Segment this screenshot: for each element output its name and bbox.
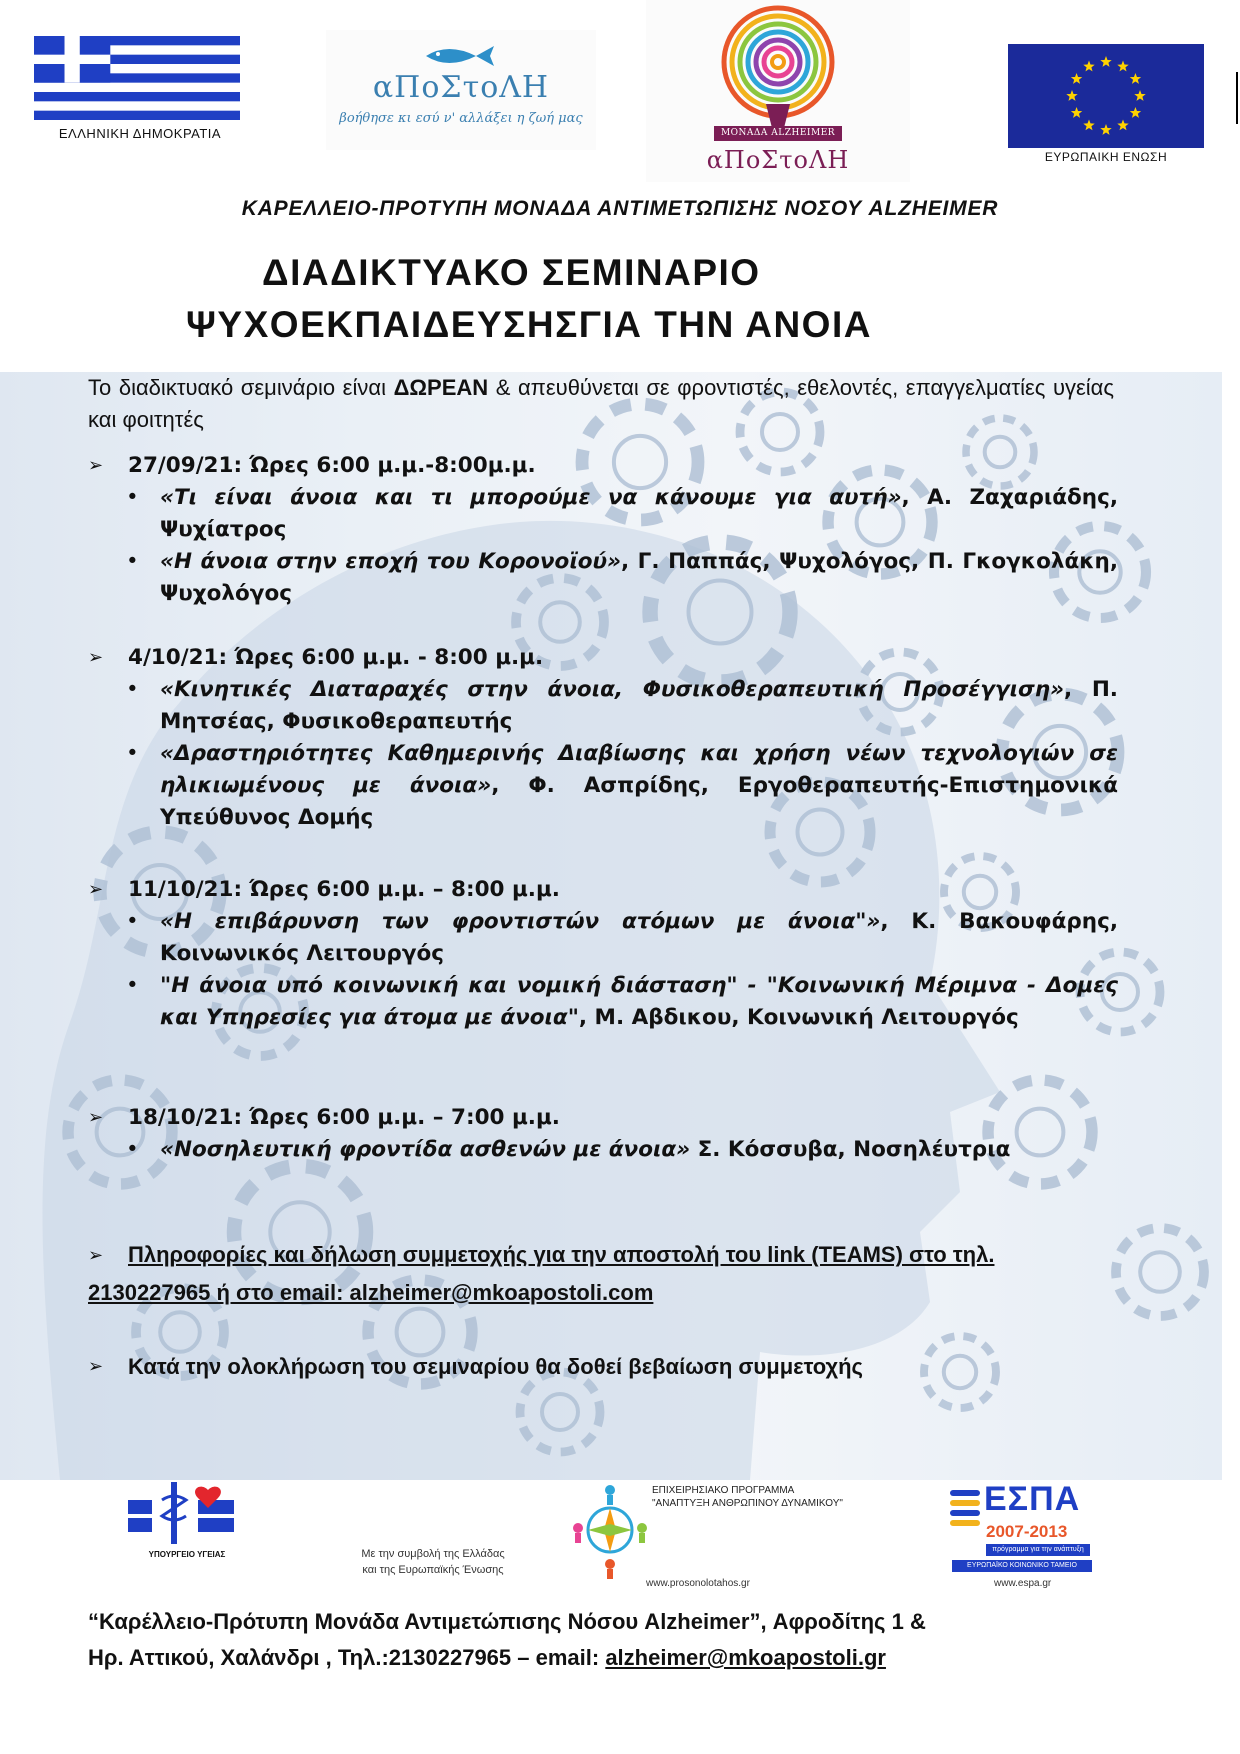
monada-alzheimer-logo xyxy=(646,0,910,182)
footer-contact: Ηρ. Αττικού, Χαλάνδρι , Τηλ.:2130227965 – email: xyxy=(88,1645,606,1670)
session-date xyxy=(88,450,1118,482)
program-line1: ΕΠΙΧΕΙΡΗΣΙΑΚΟ ΠΡΟΓΡΑΜΜΑ xyxy=(652,1485,795,1496)
edge-divider xyxy=(1236,72,1238,124)
seminar-title-line1: ΔΙΑΔΙΚΤΥΑΚΟ ΣΕΜΙΝΑΡΙΟ xyxy=(262,252,761,293)
monada-word: αΠοΣτοΛΗ xyxy=(706,146,850,174)
ministry-caption: ΥΠΟΥΡΓΕΙΟ ΥΓΕΙΑΣ xyxy=(148,1550,226,1559)
item-title: «Η άνοια στην εποχή του Κορονοϊού» xyxy=(160,549,621,574)
intro-free: ΔΩΡΕΑΝ xyxy=(393,375,489,400)
session-4 xyxy=(88,1102,1118,1166)
session-date-text: 27/09/21: Ώρες 6:00 μ.μ.-8:00μ.μ. xyxy=(128,453,536,478)
ministry-of-health-logo xyxy=(128,1482,246,1544)
espa-url: www.espa.gr xyxy=(994,1578,1052,1589)
apostoli-logo xyxy=(326,30,596,150)
contribution-line1: Με την συμβολή της Ελλάδας xyxy=(361,1548,505,1560)
arrow-bullet-icon: ➢ xyxy=(88,455,104,476)
espa-tagline: πρόγραμμα για την ανάπτυξη xyxy=(986,1544,1090,1556)
item-title: «Νοσηλευτική φροντίδα ασθενών με άνοια» xyxy=(160,1137,691,1162)
session-date xyxy=(88,1102,1118,1134)
session-item xyxy=(88,738,1118,834)
footer-address-line1: “Καρέλλειο-Πρότυπη Μονάδα Αντιμετώπισης Νόσου Alzheimer”, Αφροδίτης 1 & xyxy=(88,1609,926,1634)
intro-after: & απευθύνεται σε φροντιστές, εθελοντές, επαγγελματίες υγείας και φοιτητές xyxy=(88,375,1114,432)
session-item xyxy=(88,1134,1118,1166)
certificate-text: Κατά την ολοκλήρωση του σεμιναρίου θα δοθεί βεβαίωση συμμετοχής xyxy=(128,1354,863,1379)
session-2 xyxy=(88,642,1118,834)
organization-title: ΚΑΡΕΛΛΕΙΟ-ΠΡΟΤΥΠΗ ΜΟΝΑΔΑ ΑΝΤΙΜΕΤΩΠΙΣΗΣ ΝΟΣΟΥ ALZHEIMER xyxy=(241,197,999,220)
eu-flag xyxy=(1008,44,1204,148)
registration-line1 xyxy=(88,1236,1128,1274)
espa-title: ΕΣΠΑ xyxy=(984,1480,1081,1518)
registration-text: Πληροφορίες και δήλωση συμμετοχής για την αποστολή του link (TEAMS) στο τηλ. xyxy=(128,1242,995,1267)
operational-program xyxy=(652,1484,912,1510)
compass-figures-icon xyxy=(570,1478,650,1582)
contribution-line2: και της Ευρωπαϊκής Ένωσης xyxy=(362,1564,504,1576)
espa-waves-icon xyxy=(950,1484,980,1526)
session-item xyxy=(88,546,1118,610)
item-speaker: , Μ. Αβδικου, Κοινωνική Λειτουργός xyxy=(578,1005,1019,1030)
session-date xyxy=(88,642,1118,674)
session-item xyxy=(88,482,1118,546)
espa-logo xyxy=(950,1480,1094,1580)
footer-email-link[interactable]: alzheimer@mkoapostoli.gr xyxy=(605,1645,886,1670)
session-item xyxy=(88,674,1118,738)
arrow-bullet-icon: ➢ xyxy=(88,1107,104,1128)
session-date-text: 18/10/21: Ώρες 6:00 μ.μ. – 7:00 μ.μ. xyxy=(128,1105,560,1130)
fish-icon xyxy=(418,42,504,70)
item-speaker: , Κ. Βακουφάρης, Κοινωνικός Λειτουργός xyxy=(160,909,1118,966)
footer-address-line2 xyxy=(88,1640,1188,1676)
monada-band: ΜΟΝΑΔΑ ALZHEIMER xyxy=(714,126,842,141)
session-date-text: 11/10/21: Ώρες 6:00 μ.μ. – 8:00 μ.μ. xyxy=(128,877,560,902)
arrow-bullet-icon: ➢ xyxy=(88,647,104,668)
intro-before: Το διαδικτυακό σεμινάριο είναι xyxy=(88,375,394,400)
fingerprint-tree-icon xyxy=(710,4,846,128)
apostoli-slogan: βοήθησε κι εσύ ν' αλλάξει η ζωή μας xyxy=(339,111,583,126)
contribution-note xyxy=(308,1546,558,1578)
greek-flag xyxy=(34,36,240,120)
session-item xyxy=(88,906,1118,970)
session-1 xyxy=(88,450,1118,610)
item-title: «Δραστηριότητες Καθημερινής Διαβίωσης και χρήση νέων τεχνολογιών σε ηλικιωμένους με άνοια» xyxy=(160,741,1118,798)
item-speaker: , Γ. Παππάς, Ψυχολόγος, Π. Γκογκολάκη, Ψυχολόγος xyxy=(160,549,1118,606)
espa-years: 2007-2013 xyxy=(986,1522,1068,1541)
certificate-info xyxy=(88,1354,863,1380)
item-speaker: , Π. Μητσέας, Φυσικοθεραπευτής xyxy=(160,677,1118,734)
item-speaker: Σ. Κόσσυβα, Νοσηλέυτρια xyxy=(690,1137,1011,1162)
espa-fund: ΕΥΡΩΠΑΪΚΟ ΚΟΙΝΩΝΙΚΟ ΤΑΜΕΙΟ xyxy=(952,1560,1092,1572)
item-title: «Κινητικές Διαταραχές στην άνοια, Φυσικοθεραπευτική Προσέγγιση» xyxy=(160,677,1064,702)
session-3 xyxy=(88,874,1118,1034)
item-title: «Τι είναι άνοια και τι μπορούμε να κάνουμε για αυτή» xyxy=(160,485,902,510)
seminar-title-line2: ΨΥΧΟΕΚΠΑΙΔΕΥΣΗΣΓΙΑ ΤΗΝ ΑΝΟΙΑ xyxy=(186,304,872,345)
session-date-text: 4/10/21: Ώρες 6:00 μ.μ. - 8:00 μ.μ. xyxy=(128,645,544,670)
item-speaker: , Φ. Ασπρίδης, Εργοθεραπευτής-Επιστημονικά Υπεύθυνος Δομής xyxy=(160,773,1119,830)
registration-line2[interactable] xyxy=(88,1274,1128,1312)
item-speaker: , Α. Ζαχαριάδης, Ψυχίατρος xyxy=(160,485,1118,542)
arrow-bullet-icon: ➢ xyxy=(88,1245,104,1265)
session-date xyxy=(88,874,1118,906)
program-line2: "ΑΝΑΠΤΥΞΗ ΑΝΘΡΩΠΙΝΟΥ ΔΥΝΑΜΙΚΟΥ" xyxy=(652,1498,843,1509)
arrow-bullet-icon: ➢ xyxy=(88,879,104,900)
apostoli-word: αΠοΣτοΛΗ xyxy=(372,70,550,105)
item-title: "Η άνοια υπό κοινωνική και νομική διάσταση" - "Κοινωνική Μέριμνα - Δομες και Υπηρεσίες για άτομα με άνοια" xyxy=(160,973,1118,1030)
registration-contact-link[interactable]: 2130227965 ή στο email: alzheimer@mkoapostoli.com xyxy=(88,1280,654,1305)
registration-info xyxy=(88,1236,1128,1312)
item-title: «Η επιβάρυνση των φροντιστών ατόμων με άνοια"» xyxy=(160,909,881,934)
intro-text xyxy=(88,372,1114,436)
session-item xyxy=(88,970,1118,1034)
eu-caption: ΕΥΡΩΠΑΙΚΗ ΕΝΩΣΗ xyxy=(1044,150,1168,164)
program-url: www.prosonolotahos.gr xyxy=(646,1578,750,1589)
arrow-bullet-icon: ➢ xyxy=(88,1356,104,1376)
greek-republic-caption: ΕΛΛΗΝΙΚΗ ΔΗΜΟΚΡΑΤΙΑ xyxy=(58,126,222,141)
